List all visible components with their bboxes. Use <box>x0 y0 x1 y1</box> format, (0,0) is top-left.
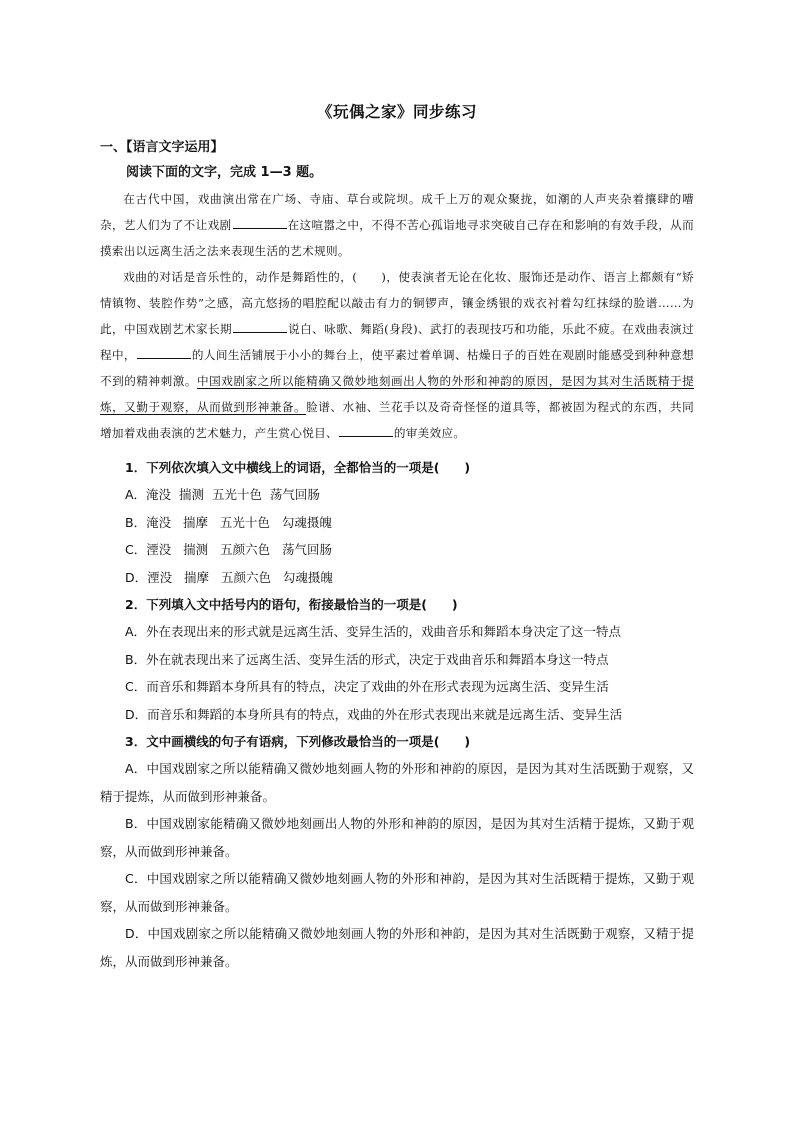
document-title: 《玩偶之家》同步练习 <box>316 102 477 121</box>
option-b: B．淹没 揣摩 五光十色 勾魂摄魄 <box>125 514 332 530</box>
option-d: D．中国戏剧家之所以能精确又微妙地刻画人物的外形和神韵，是因为其对生活既勤于观察，又精于提炼，从而做到形神兼备。 <box>100 926 694 969</box>
option-b: B．中国戏剧家能精确又微妙地刻画出人物的外形和神韵的原因，是因为其对生活精于提炼，又勤于观察，从而做到形神兼备。 <box>100 816 694 859</box>
option-a: A．淹没 揣测 五光十色 荡气回肠 <box>125 487 320 502</box>
passage-text: 的审美效应。 <box>393 426 466 440</box>
reading-instruction: 阅读下面的文字，完成 1—3 题。 <box>126 165 323 180</box>
fill-blank <box>339 424 393 437</box>
option-a: A．中国戏剧家之所以能精确又微妙地刻画人物的外形和神韵的原因，是因为其对生活既勤于观察，又精于提炼，从而做到形神兼备。 <box>100 761 694 804</box>
option-a: A．外在表现出来的形式就是远离生活、变异生活的，戏曲音乐和舞蹈本身决定了这一特点 <box>125 624 622 639</box>
passage-paragraph-1 <box>100 186 694 264</box>
passage-paragraph-2 <box>100 264 694 446</box>
question-stem: 1．下列依次填入文中横线上的词语，全都恰当的一项是( ) <box>125 460 471 475</box>
passage-text: 说白、咏歌、舞蹈(身段)、武打的表现技巧和功能，乐此不疲。在戏曲表演过程中， <box>100 322 694 362</box>
option-d: D．而音乐和舞蹈的本身所具有的特点，戏曲的外在形式表现出来就是远离生活、变异生活 <box>125 706 623 722</box>
question-2 <box>100 591 694 728</box>
passage-text: 脸谱、水袖、兰花手以及奇奇怪怪的道具等，都被固为程式的东西，共同增加着戏曲表演的艺术魅力，产生赏心悦目、 <box>100 400 694 440</box>
passage-text: 在这喧嚣之中，不得不苦心孤诣地寻求突破自己存在和影响的有效手段，从而摸索出以远离生活之法来表现生活的艺术规则。 <box>100 218 694 258</box>
question-stem: 3．文中画横线的句子有语病，下列修改最恰当的一项是( ) <box>125 734 471 749</box>
passage-text: 戏曲的对话是音乐性的，动作是舞蹈性的，( )，使表演者无论在化妆、服饰还是动作、语言上都颇有“矫情镇物、装腔作势”之感，高亢悠扬的唱腔配以敲击有力的铜锣声，镶金绣银的戏衣衬着勾红抹绿的脸谱……为此，中国戏剧艺术家长期 <box>100 270 694 336</box>
passage-text: 的人间生活铺展于小小的舞台上，使平素过着单调、枯燥日子的百姓在观剧时能感受到种种意想不到的精神刺激。 <box>100 348 694 388</box>
passage-text: 在古代中国，戏曲演出常在广场、寺庙、草台或院坝。成千上万的观众聚拢，如潮的人声夹杂着攘肆的嘈杂，艺人们为了不让戏剧 <box>100 192 694 232</box>
fill-blank <box>233 216 287 229</box>
question-3 <box>100 728 694 975</box>
option-d: D．湮没 揣摩 五颜六色 勾魂摄魄 <box>125 569 333 585</box>
question-1 <box>100 454 694 591</box>
option-c: C．湮没 揣测 五颜六色 荡气回肠 <box>125 542 332 557</box>
fill-blank <box>137 346 191 359</box>
option-c: C．中国戏剧家之所以能精确又微妙地刻画人物的外形和神韵，是因为其对生活既精于提炼，又勤于观察，从而做到形神兼备。 <box>100 871 694 914</box>
question-stem: 2．下列填入文中括号内的语句，衔接最恰当的一项是( ) <box>125 597 458 612</box>
option-b: B．外在就表现出来了远离生活、变异生活的形式，决定于戏曲音乐和舞蹈本身这一特点 <box>125 651 609 667</box>
underlined-sentence: 中国戏剧家之所以能精确又微妙地刻画出人物的外形和神韵的原因，是因为其对生活既精于提炼，又勤于观察，从而做到形神兼备。 <box>100 374 694 414</box>
section-heading: 一、【语言文字运用】 <box>100 140 224 155</box>
fill-blank <box>233 320 287 333</box>
option-c: C．而音乐和舞蹈本身所具有的特点，决定了戏曲的外在形式表现为远离生活、变异生活 <box>125 679 609 694</box>
document-page <box>100 100 694 975</box>
